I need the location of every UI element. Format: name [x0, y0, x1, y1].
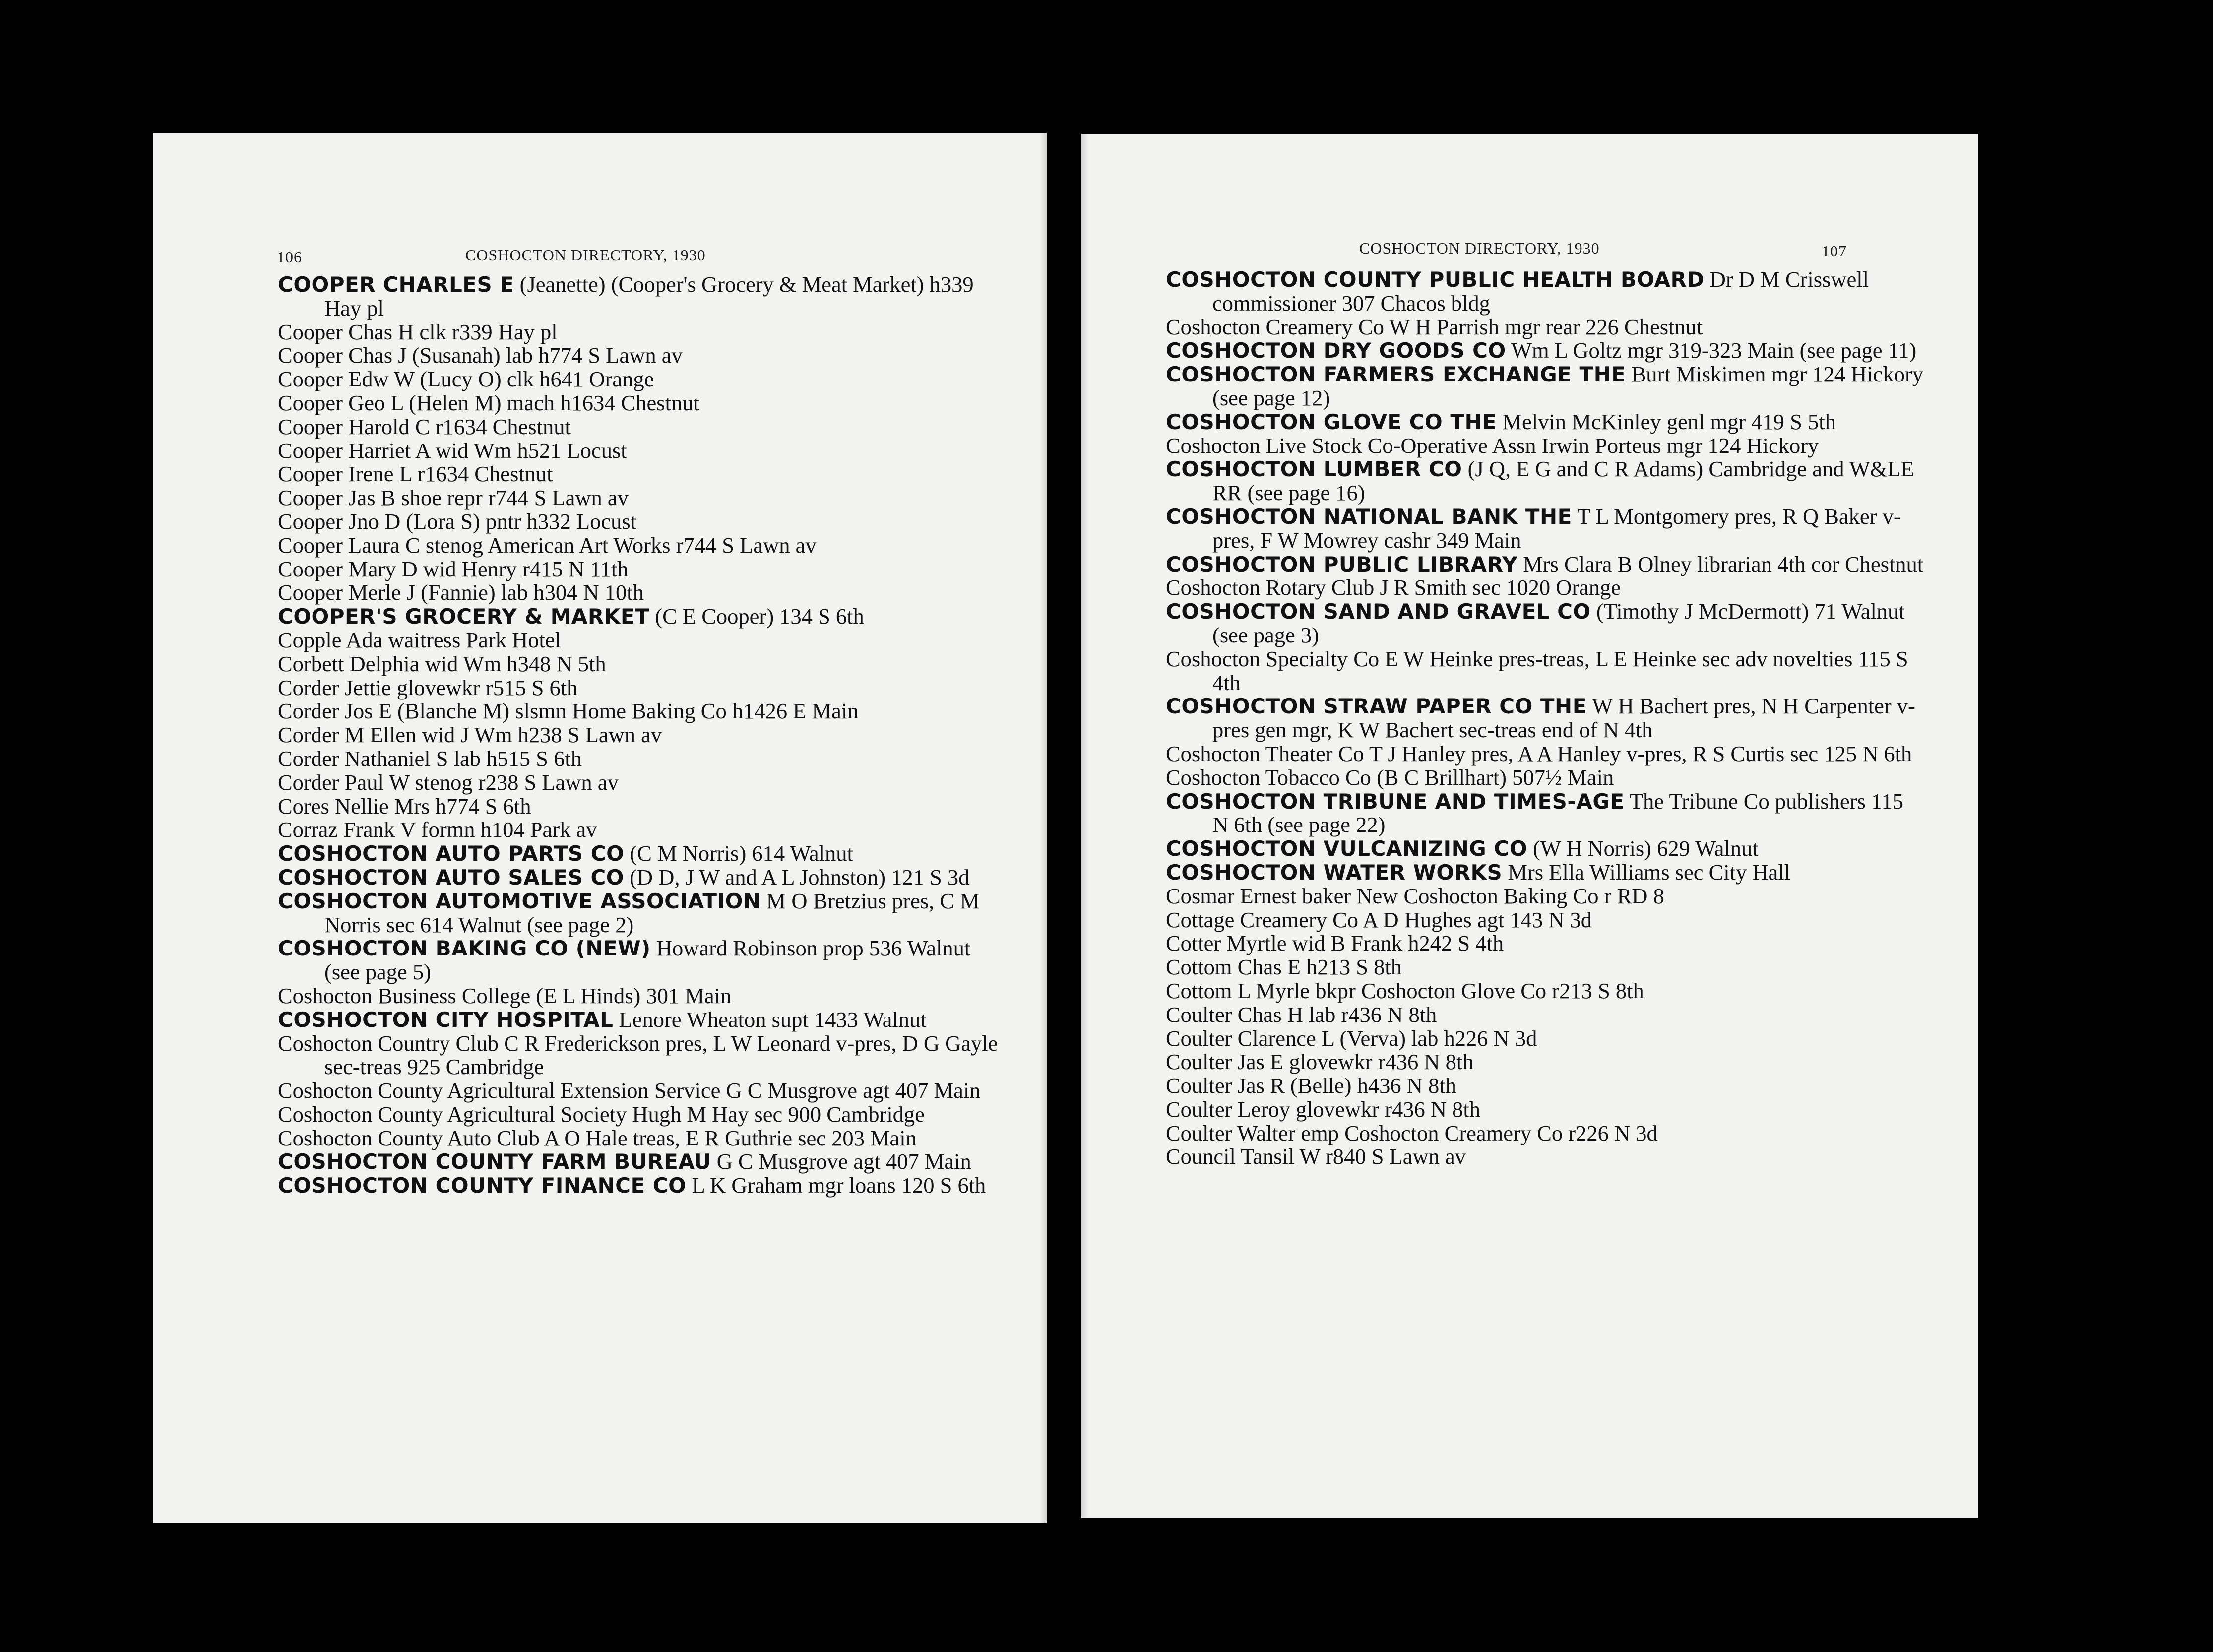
entry-details: clk r339 Hay pl [414, 319, 558, 344]
entry-name: Corder Nathaniel S [278, 746, 448, 771]
directory-entry [1166, 861, 1925, 885]
entry-name: Coulter Walter [1166, 1120, 1296, 1145]
directory-entry [278, 415, 1007, 439]
directory-entry [278, 273, 1007, 320]
entry-name: Cooper Jas B [278, 485, 396, 510]
directory-entry [1166, 316, 1925, 339]
entry-name: Cottom L Myrle [1166, 978, 1310, 1003]
directory-entry [1166, 790, 1925, 837]
directory-entry [278, 1150, 1007, 1174]
entry-details: W H Bachert pres, N H Carpenter v-pres gen mgr, K W Bachert sec-treas end of N 4th [1212, 694, 1915, 743]
entry-name: Copple Ada [278, 627, 383, 652]
directory-entry [1166, 695, 1925, 742]
entry-name: COOPER CHARLES E [278, 272, 514, 297]
entry-details: stenog r238 S Lawn av [409, 769, 619, 795]
directory-entry [1166, 742, 1925, 766]
entry-details: T J Hanley pres, A A Hanley v-pres, R S Curtis sec 125 N 6th [1364, 741, 1912, 766]
directory-entry [1166, 1027, 1925, 1051]
entry-details: formn h104 Park av [415, 817, 597, 842]
directory-entry [278, 534, 1007, 558]
directory-entry [1166, 766, 1925, 790]
entry-details: lab h515 S 6th [448, 746, 582, 771]
entry-name: Coshocton Creamery Co [1166, 314, 1384, 339]
entry-details: C R Frederickson pres, L W Leonard v-pres, D G Gayle sec-treas 925 Cambridge [324, 1030, 998, 1080]
page-number: 106 [277, 248, 302, 266]
directory-entry [1166, 1122, 1925, 1145]
directory-entry [278, 320, 1007, 344]
entry-name: COSHOCTON FARMERS EXCHANGE THE [1166, 362, 1626, 387]
directory-entry [1166, 410, 1925, 434]
entry-details: (Belle) h436 N 8th [1284, 1073, 1456, 1098]
directory-entry [1166, 979, 1925, 1003]
entry-details: W H Parrish mgr rear 226 Chestnut [1384, 314, 1703, 339]
entry-name: Corder Paul W [278, 769, 410, 795]
entry-details: baker New Coshocton Baking Co r RD 8 [1296, 883, 1664, 908]
entry-details: (W H Norris) 629 Walnut [1527, 836, 1759, 861]
entry-name: COSHOCTON PUBLIC LIBRARY [1166, 552, 1518, 576]
entry-details: shoe repr r744 S Lawn av [395, 485, 629, 510]
entry-details: r1634 Chestnut [412, 461, 553, 487]
directory-entries [1166, 268, 1925, 1169]
entry-details: J R Smith sec 1020 Orange [1374, 575, 1621, 600]
entry-details: wid Wm h521 Locust [430, 438, 627, 463]
entry-details: (E L Hinds) 301 Main [530, 983, 732, 1008]
entry-details: E W Heinke pres-treas, L E Heinke sec adv novelties 115 S 4th [1212, 646, 1908, 695]
entry-name: COSHOCTON AUTOMOTIVE ASSOCIATION [278, 889, 761, 913]
entry-name: COSHOCTON WATER WORKS [1166, 860, 1503, 885]
entry-name: Cooper Harriet A [278, 438, 430, 463]
entry-name: Cooper Harold C [278, 414, 430, 439]
entry-details: Hugh M Hay sec 900 Cambridge [627, 1101, 925, 1127]
entry-name: Coulter Clarence L [1166, 1025, 1334, 1051]
entry-name: COSHOCTON STRAW PAPER CO THE [1166, 694, 1587, 719]
entry-details: (Timothy J McDermott) 71 Walnut (see page 3) [1212, 599, 1905, 647]
entry-details: waitress Park Hotel [382, 627, 561, 652]
entry-details: Mrs Ella Williams sec City Hall [1502, 859, 1790, 885]
entry-name: Coshocton Rotary Club [1166, 575, 1375, 600]
entry-name: Cooper Edw W [278, 367, 415, 392]
entry-name: Cotter Myrtle [1166, 931, 1287, 956]
page-number: 107 [1822, 242, 1847, 260]
entry-name: Cottom Chas E [1166, 954, 1301, 980]
entry-name: Cooper Chas J [278, 343, 407, 368]
entry-name: COSHOCTON TRIBUNE AND TIMES-AGE [1166, 789, 1625, 814]
running-title: COSHOCTON DIRECTORY, 1930 [1359, 239, 1600, 257]
entry-name: Coshocton County Agricultural Extension Service [278, 1078, 721, 1103]
entry-name: COSHOCTON GLOVE CO THE [1166, 409, 1497, 434]
entry-name: Coshocton Business College [278, 983, 531, 1008]
directory-entry [278, 391, 1007, 415]
entry-details: (C M Norris) 614 Walnut [624, 841, 853, 866]
directory-entry [1166, 837, 1925, 861]
directory-entry [278, 1079, 1007, 1103]
right-page [1081, 134, 1978, 1518]
entry-name: Coshocton County Agricultural Society [278, 1101, 627, 1127]
entry-details: glovewkr r436 N 8th [1283, 1049, 1474, 1075]
entry-name: Coshocton Live Stock Co-Operative Assn [1166, 433, 1536, 458]
directory-entry [278, 1103, 1007, 1127]
entry-details: (Helen M) mach h1634 Chestnut [403, 390, 699, 415]
entry-details: G C Musgrove agt 407 Main [711, 1149, 971, 1174]
entry-details: h774 S 6th [430, 793, 531, 819]
entry-details: L K Graham mgr loans 120 S 6th [686, 1173, 986, 1198]
entry-name: Cooper Irene L [278, 461, 412, 487]
directory-entry [278, 486, 1007, 510]
directory-entry [1166, 434, 1925, 458]
entry-name: Corder Jos E [278, 699, 392, 724]
directory-entry [1166, 1003, 1925, 1027]
entry-details: (Fannie) lab h304 N 10th [415, 580, 644, 605]
directory-entry [1166, 576, 1925, 600]
directory-entry [278, 818, 1007, 842]
entry-name: COSHOCTON SAND AND GRAVEL CO [1166, 599, 1591, 624]
entry-name: Cosmar Ernest [1166, 883, 1297, 908]
entry-name: COSHOCTON NATIONAL BANK THE [1166, 504, 1572, 529]
entry-details: wid Wm h348 N 5th [419, 651, 606, 676]
entry-name: Coshocton Specialty Co [1166, 646, 1380, 671]
directory-entry [278, 462, 1007, 486]
entry-details: A D Hughes agt 143 N 3d [1358, 907, 1592, 932]
directory-entry [278, 795, 1007, 819]
directory-entry [1166, 908, 1925, 932]
directory-entry [278, 581, 1007, 605]
entry-name: Corder M Ellen [278, 722, 417, 748]
entry-details: (Lucy O) clk h641 Orange [414, 367, 654, 392]
entry-name: Coshocton County Auto Club [278, 1125, 540, 1150]
entry-name: Coshocton Country Club [278, 1030, 499, 1056]
entry-details: (Verva) lab h226 N 3d [1334, 1025, 1537, 1051]
entry-details: h213 S 8th [1300, 954, 1402, 980]
directory-entry [278, 747, 1007, 771]
entry-details: stenog American Art Works r744 S Lawn av [420, 532, 817, 558]
entry-details: Melvin McKinley genl mgr 419 S 5th [1497, 409, 1836, 434]
directory-entry [278, 510, 1007, 534]
entry-details: (Jeanette) (Cooper's Grocery & Meat Market) h339 Hay pl [324, 272, 974, 320]
entry-name: COSHOCTON COUNTY FARM BUREAU [278, 1149, 711, 1174]
entry-name: COSHOCTON AUTO PARTS CO [278, 841, 625, 866]
entry-details: (B C Brillhart) 507½ Main [1371, 764, 1614, 790]
entry-details: The Tribune Co publishers 115 N 6th (see page 22) [1212, 788, 1903, 837]
directory-entry [278, 771, 1007, 795]
directory-entry [278, 984, 1007, 1008]
entry-name: Corder Jettie [278, 675, 391, 700]
entry-details: A O Hale treas, E R Guthrie sec 203 Main [539, 1125, 917, 1150]
directory-entry [1166, 955, 1925, 979]
entry-details: (Blanche M) slsmn Home Baking Co h1426 E Main [391, 699, 859, 724]
directory-entry [278, 605, 1007, 629]
directory-entry [278, 723, 1007, 747]
entry-name: Cooper Chas H [278, 319, 414, 344]
directory-entry [278, 1174, 1007, 1198]
directory-entry [278, 842, 1007, 866]
entry-details: lab r436 N 8th [1303, 1002, 1437, 1027]
directory-entry [1166, 363, 1925, 410]
entry-name: Coshocton Theater Co [1166, 741, 1364, 766]
entry-name: COOPER'S GROCERY & MARKET [278, 604, 650, 629]
directory-entry [278, 1008, 1007, 1032]
entry-name: Cores Nellie Mrs [278, 793, 430, 819]
running-title: COSHOCTON DIRECTORY, 1930 [465, 246, 706, 264]
page-fold-shadow [1081, 134, 1088, 1518]
entry-name: Corraz Frank V [278, 817, 416, 842]
entry-details: Wm L Goltz mgr 319-323 Main (see page 11) [1506, 338, 1917, 363]
directory-entry [278, 1127, 1007, 1150]
directory-entry [1166, 1074, 1925, 1098]
entry-details: Dr D M Crisswell commissioner 307 Chacos bldg [1212, 267, 1869, 316]
page-fold-shadow [1040, 133, 1047, 1523]
directory-entry [278, 1032, 1007, 1080]
directory-entry [278, 676, 1007, 700]
directory-entry [1166, 268, 1925, 316]
directory-entry [278, 699, 1007, 723]
entry-name: Corbett Delphia [278, 651, 420, 676]
entry-name: COSHOCTON VULCANIZING CO [1166, 836, 1527, 861]
entry-details: (C E Cooper) 134 S 6th [649, 604, 864, 629]
directory-entry [1166, 457, 1925, 505]
directory-entry [278, 344, 1007, 368]
entry-name: Coulter Jas E [1166, 1049, 1284, 1075]
entry-name: Council Tansil W [1166, 1144, 1320, 1169]
directory-entry [1166, 553, 1925, 576]
entry-details: Mrs Clara B Olney librarian 4th cor Chestnut [1517, 551, 1924, 576]
entry-details: Burt Miskimen mgr 124 Hickory (see page 12) [1212, 362, 1923, 410]
entry-details: (D D, J W and A L Johnston) 121 S 3d [624, 864, 970, 890]
entry-name: Coshocton Tobacco Co [1166, 764, 1371, 790]
entry-details: T L Montgomery pres, R Q Baker v-pres, F W Mowrey cashr 349 Main [1212, 504, 1901, 553]
directory-entries [278, 273, 1007, 1198]
directory-entry [1166, 1050, 1925, 1074]
entry-details: r840 S Lawn av [1320, 1144, 1466, 1169]
directory-entry [278, 866, 1007, 890]
entry-details: Irwin Porteus mgr 124 Hickory [1536, 433, 1819, 458]
entry-details: emp Coshocton Creamery Co r226 N 3d [1295, 1120, 1658, 1145]
entry-details: wid B Frank h242 S 4th [1286, 931, 1504, 956]
directory-entry [1166, 932, 1925, 955]
entry-name: Cooper Merle J [278, 580, 415, 605]
directory-entry [278, 439, 1007, 463]
entry-name: COSHOCTON AUTO SALES CO [278, 865, 624, 890]
entry-details: (J Q, E G and C R Adams) Cambridge and W&LE RR (see page 16) [1212, 456, 1914, 506]
directory-entry [1166, 339, 1925, 363]
entry-name: COSHOCTON LUMBER CO [1166, 457, 1462, 482]
entry-name: COSHOCTON CITY HOSPITAL [278, 1007, 614, 1032]
entry-details: glovewkr r436 N 8th [1290, 1096, 1480, 1122]
entry-details: r1634 Chestnut [430, 414, 571, 439]
directory-entry [278, 558, 1007, 581]
directory-entry [1166, 647, 1925, 695]
directory-entry [1166, 600, 1925, 647]
entry-details: wid Henry r415 N 11th [417, 556, 629, 581]
directory-entry [1166, 1145, 1925, 1169]
directory-entry [278, 890, 1007, 937]
left-page [153, 133, 1047, 1523]
entry-name: COSHOCTON BAKING CO (NEW) [278, 936, 651, 961]
entry-name: Coulter Leroy [1166, 1096, 1290, 1122]
directory-entry [278, 652, 1007, 676]
directory-entry [278, 368, 1007, 391]
entry-name: Coulter Jas R [1166, 1073, 1285, 1098]
directory-entry [278, 629, 1007, 652]
entry-name: COSHOCTON DRY GOODS CO [1166, 338, 1506, 363]
entry-details: Howard Robinson prop 536 Walnut (see page 5) [324, 936, 971, 985]
entry-details: (Susanah) lab h774 S Lawn av [406, 343, 683, 368]
entry-name: Cottage Creamery Co [1166, 907, 1359, 932]
directory-entry [1166, 505, 1925, 553]
entry-name: Cooper Geo L [278, 390, 403, 415]
entry-name: Cooper Mary D [278, 556, 418, 581]
entry-name: Cooper Jno D [278, 508, 401, 534]
entry-details: (Lora S) pntr h332 Locust [400, 508, 637, 534]
entry-details: G C Musgrove agt 407 Main [720, 1078, 981, 1103]
entry-details: Lenore Wheaton supt 1433 Walnut [613, 1007, 927, 1032]
entry-details: bkpr Coshocton Glove Co r213 S 8th [1310, 978, 1644, 1003]
entry-name: Coulter Chas H [1166, 1002, 1303, 1027]
entry-details: glovewkr r515 S 6th [391, 675, 578, 700]
entry-name: COSHOCTON COUNTY FINANCE CO [278, 1173, 687, 1198]
directory-entry [278, 937, 1007, 984]
directory-entry [1166, 1098, 1925, 1122]
entry-name: COSHOCTON COUNTY PUBLIC HEALTH BOARD [1166, 267, 1705, 292]
entry-name: Cooper Laura C [278, 532, 420, 558]
directory-entry [1166, 885, 1925, 908]
entry-details: M O Bretzius pres, C M Norris sec 614 Walnut (see page 2) [324, 888, 980, 937]
entry-details: wid J Wm h238 S Lawn av [416, 722, 662, 748]
